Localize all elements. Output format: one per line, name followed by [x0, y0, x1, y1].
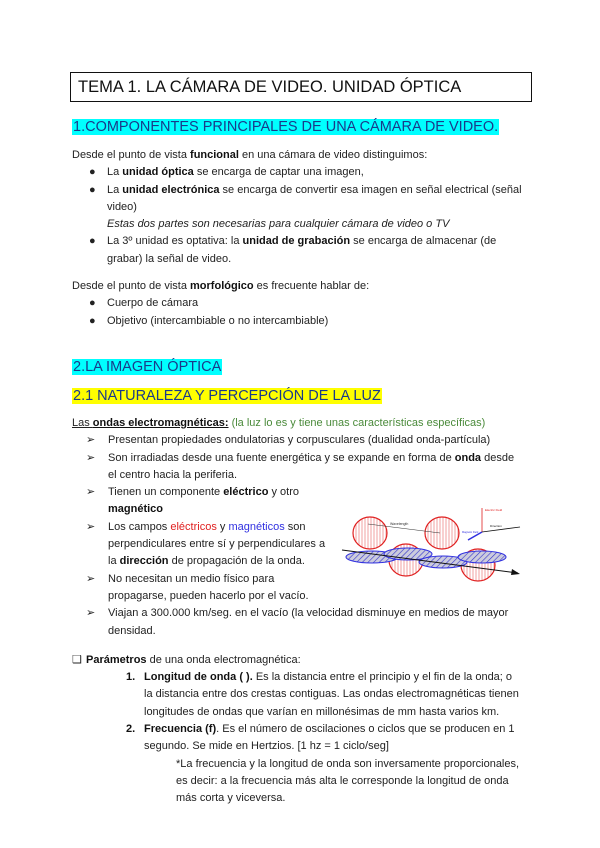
- list-item: [126, 669, 519, 686]
- text: densidad.: [108, 624, 156, 637]
- text: La: [107, 166, 123, 179]
- decoration: ❑: [72, 653, 82, 666]
- list-item: [86, 605, 519, 622]
- electric-lobe: [425, 517, 459, 549]
- text: 2.: [126, 723, 136, 736]
- list-item: [86, 450, 519, 467]
- text: 1.: [126, 671, 136, 684]
- text: Los campos: [108, 520, 171, 533]
- text: 1.COMPONENTES PRINCIPALES DE UNA CÁMARA DE VIDEO.: [73, 119, 499, 135]
- decoration: [89, 295, 522, 330]
- text: más corta y viceversa.: [176, 792, 286, 805]
- text: magnéticos: [228, 520, 285, 533]
- text: Frecuencia (f): [144, 723, 217, 736]
- decoration: [511, 569, 520, 575]
- text: longitudes de ondas que varían en millonésimas de mm hasta varios km.: [144, 705, 500, 718]
- list-item: [89, 164, 522, 181]
- text: Desde el punto de vista: [72, 280, 191, 293]
- text: desde: [481, 451, 515, 464]
- text: unidad de grabación: [242, 235, 351, 248]
- decoration: ➢: [86, 607, 96, 620]
- text: unidad óptica: [122, 166, 194, 179]
- magnetic-lobe: [458, 551, 506, 563]
- decoration: [72, 415, 519, 432]
- decoration: ●: [89, 183, 96, 196]
- note: [176, 756, 519, 808]
- text: video): [107, 200, 137, 213]
- text: 2.1 NATURALEZA Y PERCEPCIÓN DE LA LUZ: [73, 388, 381, 404]
- text: funcional: [190, 149, 239, 161]
- text: perpendiculares entre sí y perpendiculares a: [108, 538, 326, 551]
- wavelength-label: Wavelength: [390, 522, 409, 526]
- electromagnetic-wave-figure: [340, 505, 530, 595]
- electric-label: Electric Field: [485, 508, 503, 512]
- list-item: [86, 432, 519, 449]
- text: y otro: [268, 486, 300, 499]
- decoration: ●: [89, 235, 96, 248]
- text: es frecuente hablar de:: [253, 280, 370, 293]
- text: Viajan a 300.000 km/seg. en el vacío (la velocidad disminuye en medios de mayor: [108, 607, 509, 620]
- text: propagarse, pueden hacerlo por el vacío.: [108, 589, 309, 602]
- text: Tienen un componente: [108, 486, 224, 499]
- page-title: TEMA 1. LA CÁMARA DE VIDEO. UNIDAD ÓPTICA: [78, 78, 462, 96]
- decoration: [126, 669, 520, 807]
- section-2-body: [72, 415, 519, 808]
- text: Longitud de onda ( ).: [144, 671, 253, 684]
- text: Cuerpo de cámara: [107, 297, 199, 310]
- text: la distancia entre dos crestas contiguas. Las ondas electromagnéticas tienen: [144, 688, 519, 701]
- list-item: [89, 182, 522, 199]
- decoration: ➢: [86, 434, 96, 447]
- list-item: [89, 233, 522, 250]
- text: (la luz lo es y tiene unas características específicas): [228, 417, 486, 429]
- text: No necesitan un medio físico para: [108, 572, 275, 585]
- list-item: [89, 313, 522, 330]
- text: morfológico: [190, 280, 254, 293]
- decoration: ●: [89, 297, 96, 310]
- section-1-body: [72, 147, 522, 330]
- decoration: [72, 278, 522, 295]
- text: Objetivo (intercambiable o no intercambiable): [107, 314, 329, 327]
- text: Es la distancia entre el principio y el fin de la onda; o: [252, 671, 513, 684]
- text: onda: [454, 451, 482, 464]
- decoration: ●: [89, 166, 96, 179]
- section-2-1-heading: [72, 388, 382, 406]
- decoration: [72, 147, 522, 164]
- text: La 3º unidad es optativa: la: [107, 235, 243, 248]
- text: dirección: [119, 555, 169, 568]
- text: se encarga de captar una imagen,: [193, 166, 364, 179]
- text: Son irradiadas desde una fuente energética y se expande en forma de: [108, 451, 455, 464]
- list-item: [126, 721, 519, 738]
- text: es decir: a la frecuencia más alta le corresponde la longitud de onda: [176, 774, 509, 787]
- text: unidad electrónica: [122, 183, 220, 196]
- decoration: ➢: [86, 486, 96, 499]
- decoration: ➢: [86, 451, 96, 464]
- params-item: [72, 652, 519, 669]
- text: son: [284, 520, 306, 533]
- text: el centro hacia la periferia.: [108, 468, 238, 481]
- text: La: [107, 183, 123, 196]
- direction-label: Direction: [490, 524, 502, 528]
- text: y: [216, 520, 229, 533]
- text: ondas electromagnéticas:: [92, 417, 229, 429]
- section-2-heading: [72, 359, 222, 377]
- text: . Es el número de oscilaciones o ciclos que se producen en 1: [216, 723, 515, 736]
- text: la: [108, 555, 120, 568]
- text: eléctricos: [170, 520, 217, 533]
- decoration: ➢: [86, 572, 96, 585]
- list-item: [86, 484, 519, 501]
- text: Parámetros: [86, 653, 147, 666]
- electric-lobe: [353, 517, 387, 549]
- text: grabar) la señal de video.: [107, 252, 232, 265]
- text: se encarga de convertir esa imagen en señal electrical (señal: [219, 183, 522, 196]
- list-item: [89, 295, 522, 312]
- decoration: [89, 164, 522, 268]
- text: Las: [72, 417, 93, 429]
- text: Presentan propiedades ondulatorias y corpusculares (dualidad onda-partícula): [108, 434, 491, 447]
- text: en una cámara de video distinguimos:: [238, 149, 428, 161]
- text: de una onda electromagnética:: [146, 653, 301, 666]
- magnetic-label: Magnetic Field: [462, 531, 479, 534]
- note: Estas dos partes son necesarias para cualquier cámara de video o TV: [107, 218, 450, 231]
- decoration: ●: [89, 314, 96, 327]
- decoration: ➢: [86, 520, 96, 533]
- text: de propagación de la onda.: [168, 555, 305, 568]
- text: Desde el punto de vista: [72, 149, 191, 161]
- text: 2.LA IMAGEN ÓPTICA: [73, 359, 222, 375]
- text: segundo. Se mide en Hertzios. [1 hz = 1 ciclo/seg]: [144, 740, 389, 753]
- text: se encarga de almacenar (de: [350, 235, 497, 248]
- section-1-heading: [72, 119, 499, 137]
- title-box: [70, 72, 532, 102]
- text: eléctrico: [223, 486, 269, 499]
- text: magnético: [108, 503, 164, 516]
- text: *La frecuencia y la longitud de onda son inversamente proporcionales,: [176, 757, 520, 770]
